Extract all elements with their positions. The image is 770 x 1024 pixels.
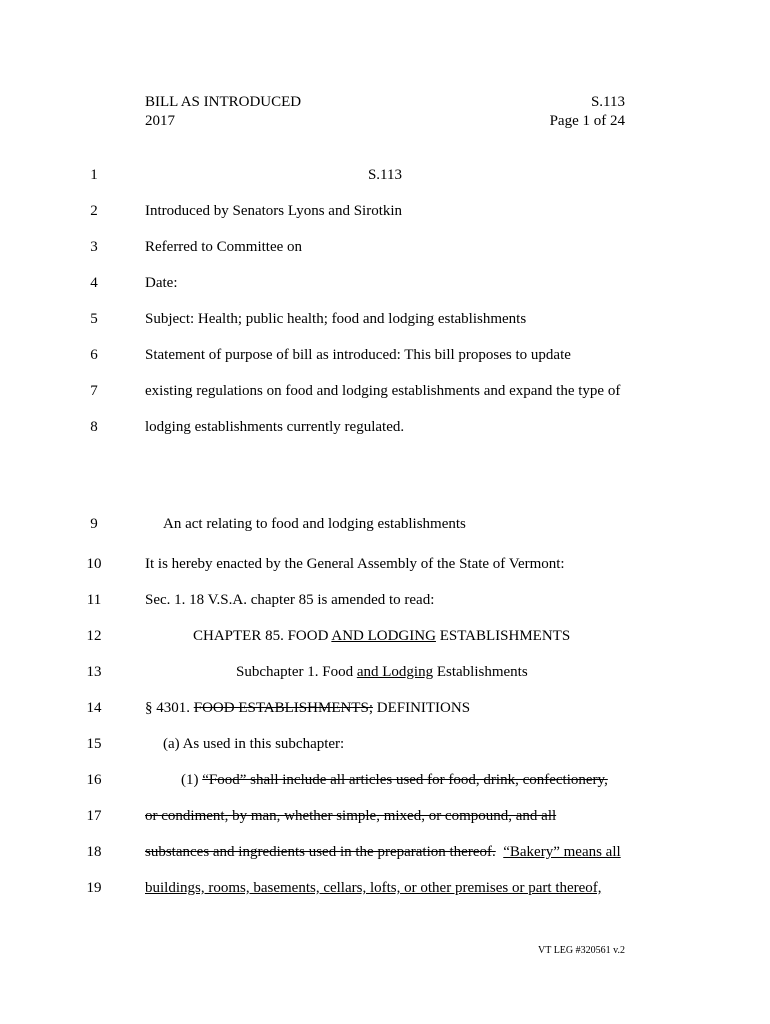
chapter-heading — [193, 626, 570, 646]
item-label: (1) — [181, 772, 203, 788]
subsection-text: (a) As used in this subchapter: — [163, 736, 345, 752]
line-number: 16 — [86, 772, 102, 788]
bill-line — [0, 514, 770, 538]
bill-line — [0, 806, 770, 830]
document-header-right — [550, 93, 625, 131]
deleted-text: substances and ingredients used in the preparation thereof. — [145, 844, 496, 860]
bill-year: 2017 — [145, 113, 175, 129]
subchapter-heading — [236, 662, 528, 682]
document-footer: VT LEG #320561 v.2 — [538, 945, 625, 956]
bill-line — [0, 590, 770, 614]
line-number: 12 — [86, 628, 102, 644]
bill-line — [0, 770, 770, 794]
bill-line — [0, 626, 770, 650]
bill-status-label: BILL AS INTRODUCED — [145, 94, 302, 110]
bill-line — [0, 734, 770, 758]
subchapter-text: Establishments — [433, 664, 528, 680]
line-number: 3 — [90, 239, 98, 255]
chapter-text: CHAPTER 85. FOOD — [193, 628, 332, 644]
bill-line — [0, 381, 770, 405]
bill-line — [0, 345, 770, 369]
bill-line — [0, 309, 770, 333]
inserted-text: and Lodging — [356, 664, 434, 680]
line-number: 10 — [86, 556, 102, 572]
line-number: 14 — [86, 700, 102, 716]
chapter-text: ESTABLISHMENTS — [435, 628, 571, 644]
section-heading: Sec. 1. 18 V.S.A. chapter 85 is amended to read: — [145, 592, 435, 608]
line-number: 9 — [90, 516, 98, 532]
line-number: 11 — [86, 592, 102, 608]
bill-line — [0, 662, 770, 686]
bill-line — [0, 165, 770, 189]
line-number: 4 — [90, 275, 98, 291]
bill-line — [0, 554, 770, 578]
line-number: 5 — [90, 311, 98, 327]
inserted-text: “Bakery” means all — [503, 844, 621, 860]
date-text: Date: — [145, 275, 178, 291]
act-title: An act relating to food and lodging establishments — [163, 516, 466, 532]
section-text: DEFINITIONS — [372, 700, 471, 716]
bill-line — [0, 417, 770, 441]
line-number: 13 — [86, 664, 102, 680]
line-number: 8 — [90, 419, 98, 435]
bill-line — [0, 698, 770, 722]
section-title — [145, 698, 470, 718]
line-number: 17 — [86, 808, 102, 824]
purpose-text: existing regulations on food and lodging establishments and expand the type of — [145, 383, 621, 399]
document-header-left — [145, 93, 301, 131]
bill-title: S.113 — [367, 167, 403, 183]
line-number: 1 — [90, 167, 98, 183]
committee-text: Referred to Committee on — [145, 239, 303, 255]
definition-text — [181, 770, 608, 790]
line-number: 19 — [86, 880, 102, 896]
subchapter-text: Subchapter 1. Food — [236, 664, 357, 680]
deleted-text: “Food” shall include all articles used for food, drink, confectionery, — [202, 772, 608, 788]
bill-line — [0, 237, 770, 261]
definition-text — [145, 842, 621, 862]
line-number: 15 — [86, 736, 102, 752]
bill-number: S.113 — [590, 94, 625, 110]
page-indicator: Page 1 of 24 — [549, 113, 625, 129]
line-number: 2 — [90, 203, 98, 219]
bill-line — [0, 201, 770, 225]
line-number: 7 — [90, 383, 98, 399]
sponsors-text: Introduced by Senators Lyons and Sirotkin — [145, 203, 403, 219]
line-number: 6 — [90, 347, 98, 363]
bill-line — [0, 878, 770, 902]
bill-line — [0, 273, 770, 297]
line-number: 18 — [86, 844, 102, 860]
inserted-text: AND LODGING — [331, 628, 436, 644]
enactment-clause: It is hereby enacted by the General Assembly of the State of Vermont: — [145, 556, 565, 572]
inserted-text: buildings, rooms, basements, cellars, lofts, or other premises or part thereof, — [145, 880, 602, 896]
section-number: § 4301. — [145, 700, 194, 716]
bill-line — [0, 842, 770, 866]
deleted-text: FOOD ESTABLISHMENTS; — [193, 700, 373, 716]
deleted-text: or condiment, by man, whether simple, mixed, or compound, and all — [145, 808, 557, 824]
subject-text: Subject: Health; public health; food and lodging establishments — [145, 311, 527, 327]
purpose-text: lodging establishments currently regulated. — [145, 419, 405, 435]
purpose-text: Statement of purpose of bill as introduced: This bill proposes to update — [145, 347, 571, 363]
